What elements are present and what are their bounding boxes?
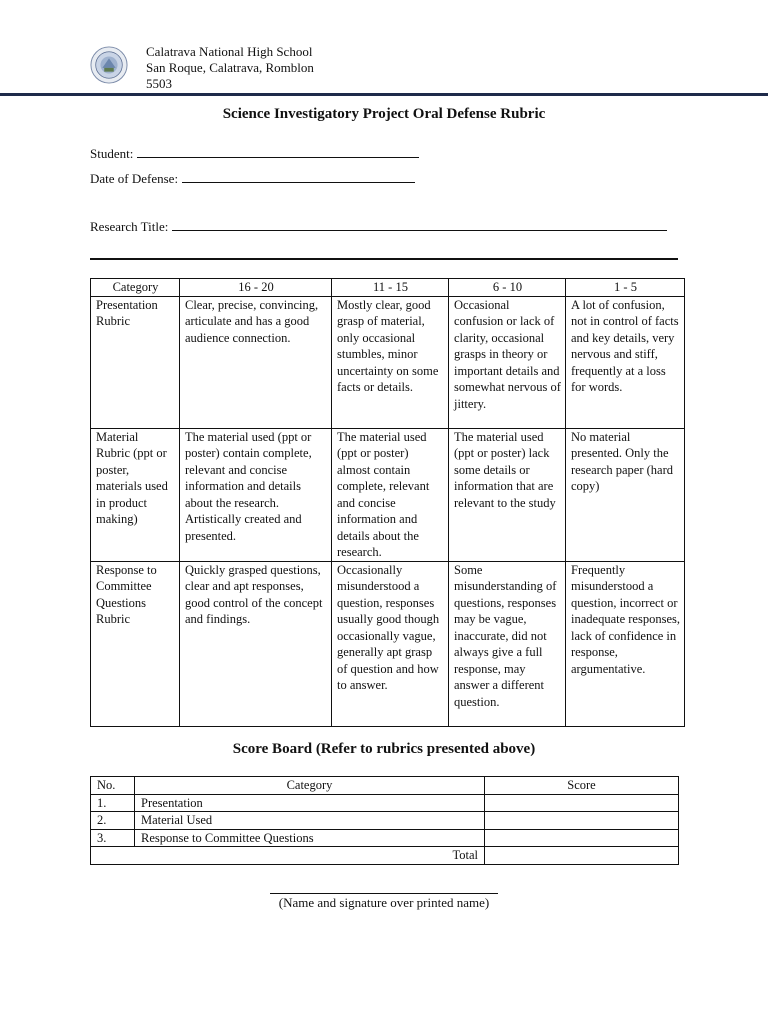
research-title-label: Research Title:: [90, 219, 169, 234]
scoreboard-header-category: Category: [135, 777, 485, 795]
rubric-header-category: Category: [91, 279, 180, 297]
scoreboard-score-input[interactable]: [485, 794, 679, 812]
rubric-cell: Quickly grasped questions, clear and apt responses, good control of the concept and findings.: [180, 561, 332, 726]
rubric-row-material: [91, 428, 685, 561]
document-header: [90, 44, 690, 94]
rubric-category: Response to Committee Questions Rubric: [91, 561, 180, 726]
research-title-second-line: [90, 258, 678, 260]
scoreboard-no: 3.: [91, 829, 135, 847]
scoreboard-title: Score Board (Refer to rubrics presented above): [232, 741, 536, 757]
scoreboard-row: [91, 812, 679, 830]
scoreboard-total-row: [91, 847, 679, 865]
rubric-header-6-10: 6 - 10: [449, 279, 566, 297]
school-seal-logo: [90, 46, 128, 84]
rubric-category: Presentation Rubric: [91, 296, 180, 428]
rubric-cell: The material used (ppt or poster) almost contain complete, relevant and concise information and details about the research.: [332, 428, 449, 561]
school-zip: 5503: [146, 76, 172, 91]
rubric-category: Material Rubric (ppt or poster, materials used in product making): [91, 428, 180, 561]
rubric-row-presentation: [91, 296, 685, 428]
date-label: Date of Defense:: [90, 171, 179, 186]
scoreboard-score-input[interactable]: [485, 829, 679, 847]
scoreboard-no: 2.: [91, 812, 135, 830]
rubric-cell: Clear, precise, convincing, articulate and has a good audience connection.: [180, 296, 332, 428]
school-info: [146, 44, 314, 92]
scoreboard-header-row: [91, 777, 679, 795]
scoreboard-category: Response to Committee Questions: [135, 829, 485, 847]
scoreboard-row: [91, 829, 679, 847]
rubric-cell: The material used (ppt or poster) contain complete, relevant and concise information and details about the research. Artistically created and presented.: [180, 428, 332, 561]
scoreboard-header-score: Score: [485, 777, 679, 795]
student-field: [90, 145, 419, 162]
scoreboard-table: [90, 776, 679, 865]
signature-caption: (Name and signature over printed name): [278, 895, 490, 910]
scoreboard-header-no: No.: [91, 777, 135, 795]
date-blank[interactable]: [182, 170, 415, 183]
header-rule: [0, 93, 768, 96]
rubric-cell: Occasionally misunderstood a question, responses usually good though occasionally vague, generally apt grasp of question and how to answer.: [332, 561, 449, 726]
scoreboard-total-input[interactable]: [485, 847, 679, 865]
scoreboard-category: Material Used: [135, 812, 485, 830]
student-label: Student:: [90, 146, 134, 161]
research-title-blank[interactable]: [172, 218, 667, 231]
rubric-header-1-5: 1 - 5: [566, 279, 685, 297]
date-field: [90, 170, 415, 187]
research-title-field: [90, 218, 667, 235]
signature-line[interactable]: [270, 893, 498, 894]
scoreboard-score-input[interactable]: [485, 812, 679, 830]
scoreboard-category: Presentation: [135, 794, 485, 812]
rubric-cell: Frequently misunderstood a question, incorrect or inadequate responses, lack of confidence in response, argumentative.: [566, 561, 685, 726]
scoreboard-total-label: Total: [91, 847, 485, 865]
rubric-header-11-15: 11 - 15: [332, 279, 449, 297]
rubric-header-row: [91, 279, 685, 297]
rubric-cell: The material used (ppt or poster) lack some details or information that are relevant to the study: [449, 428, 566, 561]
rubric-cell: A lot of confusion, not in control of facts and key details, very nervous and stiff, frequently at a loss for words.: [566, 296, 685, 428]
rubric-cell: Occasional confusion or lack of clarity, occasional grasps in theory or important details and somewhat nervous of jittery.: [449, 296, 566, 428]
rubric-header-16-20: 16 - 20: [180, 279, 332, 297]
document-title: Science Investigatory Project Oral Defense Rubric: [222, 106, 546, 122]
rubric-cell: Mostly clear, good grasp of material, only occasional stumbles, minor uncertainty on some facts or details.: [332, 296, 449, 428]
school-address: San Roque, Calatrava, Romblon: [146, 60, 314, 75]
scoreboard-no: 1.: [91, 794, 135, 812]
school-name: Calatrava National High School: [146, 44, 313, 59]
rubric-cell: No material presented. Only the research paper (hard copy): [566, 428, 685, 561]
student-blank[interactable]: [137, 145, 419, 158]
scoreboard-row: [91, 794, 679, 812]
rubric-row-response: [91, 561, 685, 726]
rubric-table: [90, 278, 685, 727]
rubric-cell: Some misunderstanding of questions, responses may be vague, inaccurate, did not always give a full response, may answer a different question.: [449, 561, 566, 726]
